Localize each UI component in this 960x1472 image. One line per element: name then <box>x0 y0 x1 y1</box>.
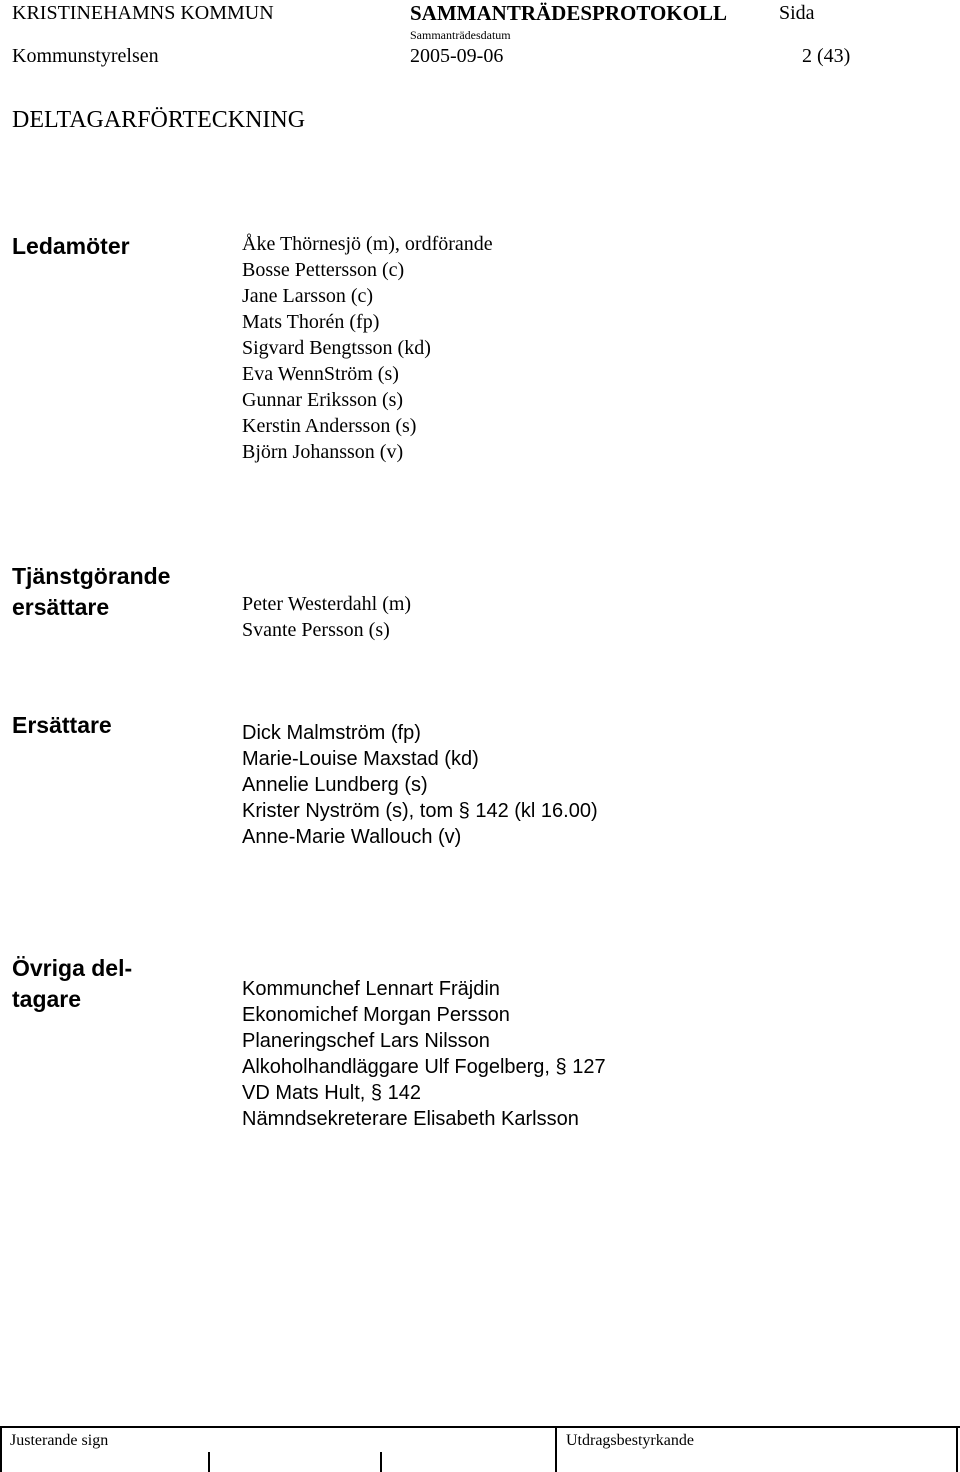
list-item: Åke Thörnesjö (m), ordförande <box>242 233 493 255</box>
page-number: 2 (43) <box>802 45 851 67</box>
section-label-tjanstgorande-line1: Tjänstgörande <box>12 563 171 589</box>
section-label-ersattare: Ersättare <box>12 712 112 738</box>
list-item: VD Mats Hult, § 142 <box>242 1082 421 1104</box>
sign-box-divider-2 <box>380 1452 382 1472</box>
page-title: DELTAGARFÖRTECKNING <box>12 107 306 133</box>
footer-left-border <box>0 1428 2 1472</box>
ersattare-list <box>242 720 598 850</box>
committee-name: Kommunstyrelsen <box>12 45 159 67</box>
list-item: Gunnar Eriksson (s) <box>242 389 404 411</box>
meeting-date-label: Sammanträdesdatum <box>410 28 511 42</box>
list-item: Ekonomichef Morgan Persson <box>242 1004 510 1026</box>
list-item: Sigvard Bengtsson (kd) <box>242 337 431 359</box>
list-item: Svante Persson (s) <box>242 619 390 641</box>
list-item: Bosse Pettersson (c) <box>242 259 405 281</box>
list-item: Björn Johansson (v) <box>242 441 404 463</box>
page-label: Sida <box>779 2 815 24</box>
list-item: Kommunchef Lennart Fräjdin <box>242 978 500 1000</box>
list-item: Eva WennStröm (s) <box>242 363 399 385</box>
list-item: Kerstin Andersson (s) <box>242 415 417 437</box>
list-item: Anne-Marie Wallouch (v) <box>242 826 462 848</box>
list-item: Planeringschef Lars Nilsson <box>242 1030 490 1052</box>
utdragsbestyrkande-label: Utdragsbestyrkande <box>566 1432 694 1449</box>
list-item: Nämndsekreterare Elisabeth Karlsson <box>242 1108 579 1130</box>
document-type: SAMMANTRÄDESPROTOKOLL <box>410 1 727 25</box>
ovriga-list <box>242 976 606 1132</box>
meeting-date: 2005-09-06 <box>410 45 504 67</box>
municipality-name: KRISTINEHAMNS KOMMUN <box>12 2 274 24</box>
ledamoter-list <box>242 231 493 465</box>
tjanstgorande-list <box>242 591 411 643</box>
section-label-ovriga-line1: Övriga del- <box>12 955 133 981</box>
list-item: Krister Nyström (s), tom § 142 (kl 16.00) <box>242 800 598 822</box>
list-item: Marie-Louise Maxstad (kd) <box>242 748 479 770</box>
footer-right-border <box>956 1428 958 1472</box>
list-item: Alkoholhandläggare Ulf Fogelberg, § 127 <box>242 1056 606 1078</box>
footer-middle-border <box>555 1428 557 1472</box>
justerande-sign-label: Justerande sign <box>10 1432 109 1449</box>
footer-top-rule <box>0 1426 960 1428</box>
section-label-ovriga-line2: tagare <box>12 986 82 1012</box>
section-label-ledamoter: Ledamöter <box>12 233 130 259</box>
list-item: Peter Westerdahl (m) <box>242 593 412 615</box>
section-label-tjanstgorande-line2: ersättare <box>12 594 110 620</box>
list-item: Annelie Lundberg (s) <box>242 774 428 796</box>
list-item: Jane Larsson (c) <box>242 285 374 307</box>
list-item: Dick Malmström (fp) <box>242 722 421 744</box>
list-item: Mats Thorén (fp) <box>242 311 380 333</box>
sign-box-divider-1 <box>208 1452 210 1472</box>
